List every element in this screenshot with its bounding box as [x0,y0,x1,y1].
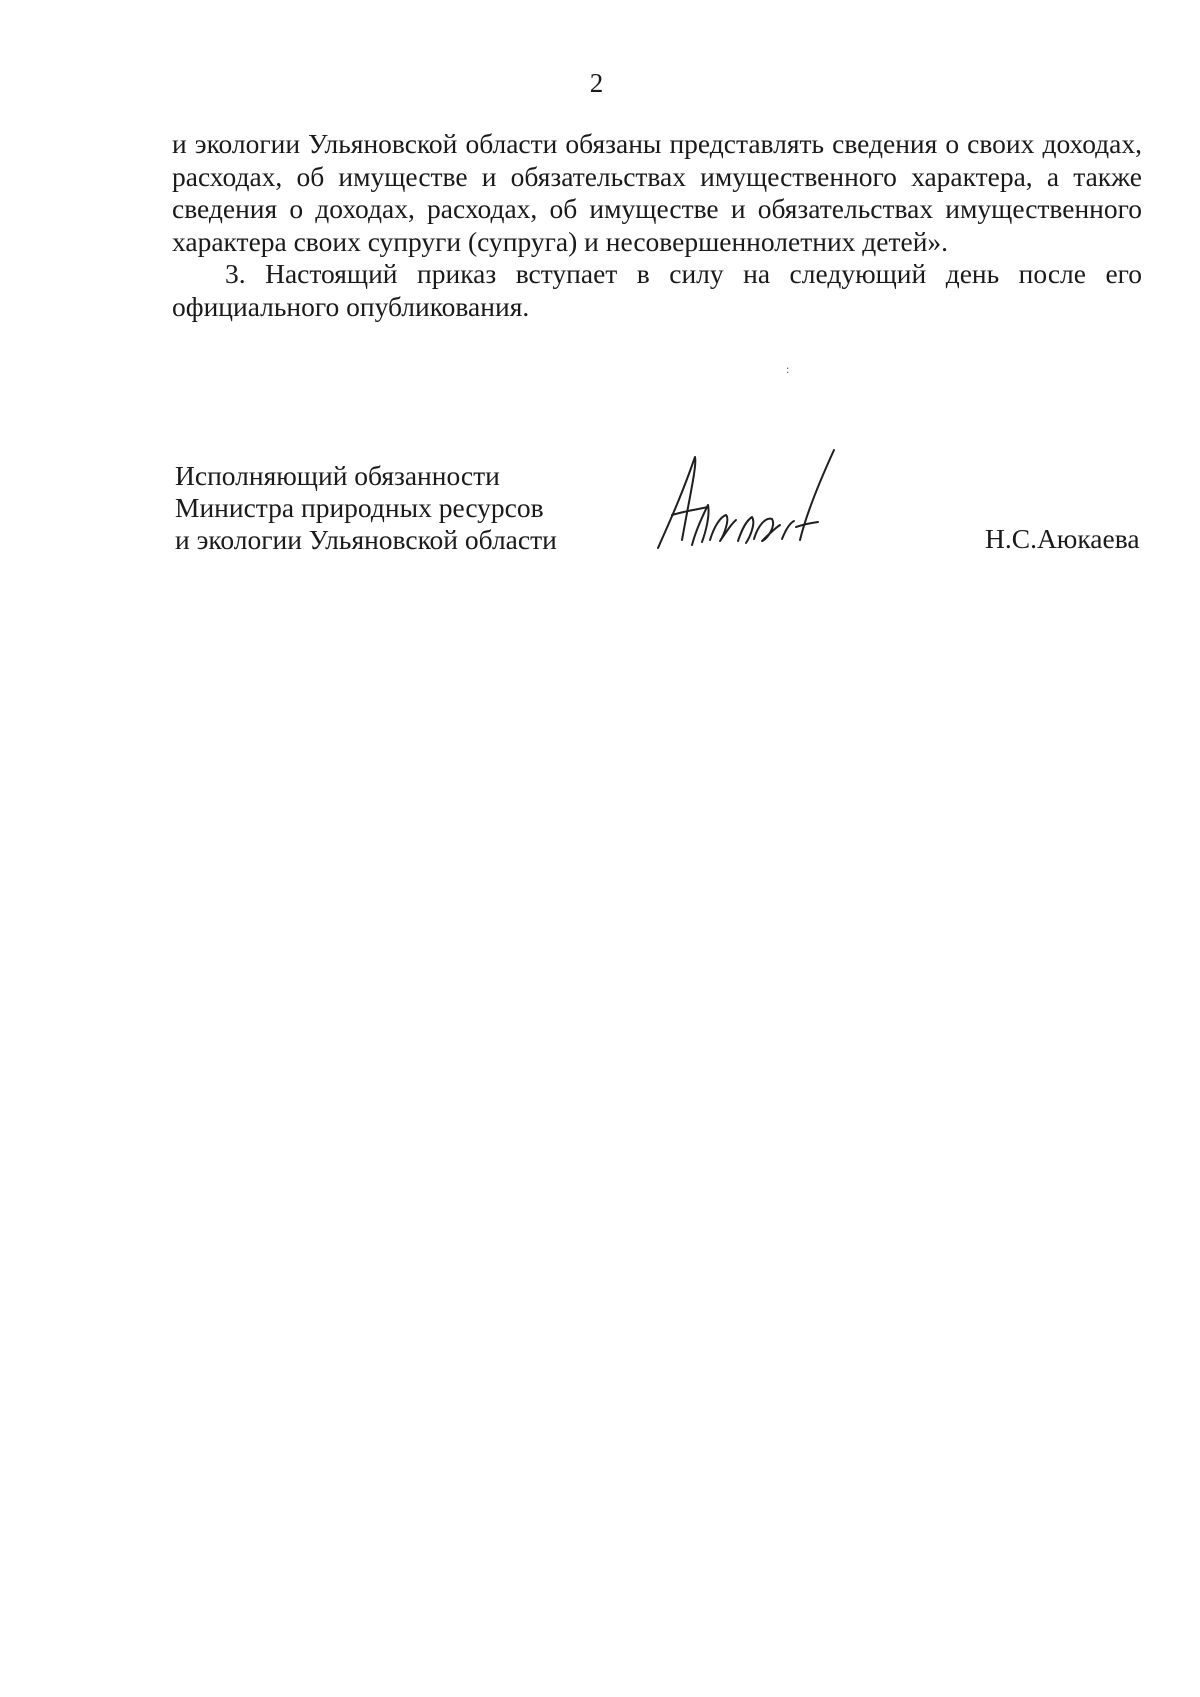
paragraph-continued: и экологии Ульяновской области обязаны представлять сведения о своих доходах, расходах, об имуществе и обязательствах имущественного характера, а также сведения о доходах, расходах, об имуществе и обязательствах имущественного характера своих супруги (супруга) и несовершеннолетних детей». [172,128,1142,257]
signatory-title-line-1: Исполняющий обязанности [175,460,500,491]
signatory-title-line-3: и экологии Ульяновской области [175,524,557,555]
signatory-name: Н.С.Аюкаева [985,523,1140,554]
signatory-title-line-2: Министра природных ресурсов [175,492,544,523]
signatory-title-block [175,460,557,556]
stray-mark: : [786,362,790,376]
page-number: 2 [589,68,604,98]
paragraph-3: 3. Настоящий приказ вступает в силу на следующий день после его официального опубликования. [172,258,1142,322]
handwritten-signature [650,445,840,555]
document-body [172,128,1142,323]
